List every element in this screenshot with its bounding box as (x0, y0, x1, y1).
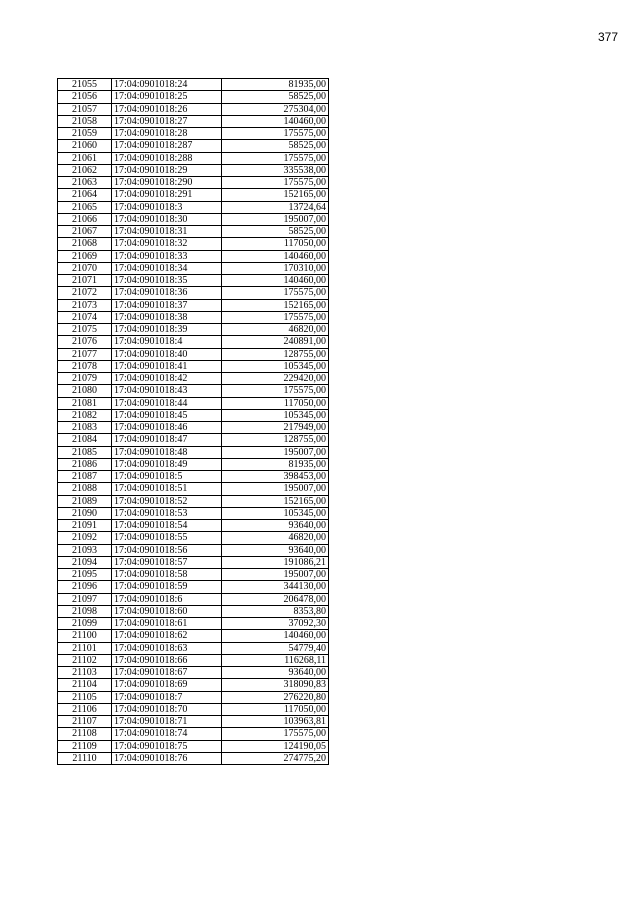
row-number-cell: 21078 (58, 360, 112, 372)
row-number-cell: 21087 (58, 471, 112, 483)
value-cell: 8353,80 (222, 605, 329, 617)
row-number-cell: 21074 (58, 311, 112, 323)
table-row (58, 128, 329, 140)
cadastral-number-cell: 17:04:0901018:58 (112, 569, 222, 581)
table-row (58, 728, 329, 740)
value-cell: 318090,83 (222, 679, 329, 691)
table-row (58, 397, 329, 409)
value-cell: 81935,00 (222, 458, 329, 470)
row-number-cell: 21056 (58, 91, 112, 103)
row-number-cell: 21086 (58, 458, 112, 470)
cadastral-number-cell: 17:04:0901018:74 (112, 728, 222, 740)
row-number-cell: 21100 (58, 630, 112, 642)
row-number-cell: 21093 (58, 544, 112, 556)
value-cell: 191086,21 (222, 556, 329, 568)
value-cell: 175575,00 (222, 128, 329, 140)
cadastral-number-cell: 17:04:0901018:42 (112, 373, 222, 385)
cadastral-number-cell: 17:04:0901018:44 (112, 397, 222, 409)
row-number-cell: 21081 (58, 397, 112, 409)
table-row (58, 275, 329, 287)
cadastral-number-cell: 17:04:0901018:7 (112, 691, 222, 703)
table-row (58, 103, 329, 115)
table-row (58, 213, 329, 225)
value-cell: 195007,00 (222, 483, 329, 495)
row-number-cell: 21071 (58, 275, 112, 287)
cadastral-number-cell: 17:04:0901018:76 (112, 752, 222, 764)
cadastral-number-cell: 17:04:0901018:24 (112, 79, 222, 91)
row-number-cell: 21089 (58, 495, 112, 507)
row-number-cell: 21092 (58, 532, 112, 544)
cadastral-number-cell: 17:04:0901018:56 (112, 544, 222, 556)
table-row (58, 385, 329, 397)
table-row (58, 262, 329, 274)
table-row (58, 532, 329, 544)
table-row (58, 226, 329, 238)
value-cell: 175575,00 (222, 385, 329, 397)
table-row (58, 360, 329, 372)
cadastral-number-cell: 17:04:0901018:37 (112, 299, 222, 311)
value-cell: 117050,00 (222, 238, 329, 250)
value-cell: 195007,00 (222, 569, 329, 581)
row-number-cell: 21062 (58, 164, 112, 176)
row-number-cell: 21095 (58, 569, 112, 581)
cadastral-number-cell: 17:04:0901018:61 (112, 618, 222, 630)
table-row (58, 177, 329, 189)
value-cell: 195007,00 (222, 446, 329, 458)
cadastral-number-cell: 17:04:0901018:49 (112, 458, 222, 470)
cadastral-number-cell: 17:04:0901018:48 (112, 446, 222, 458)
table-row (58, 434, 329, 446)
cadastral-number-cell: 17:04:0901018:63 (112, 642, 222, 654)
table-row (58, 458, 329, 470)
value-cell: 93640,00 (222, 520, 329, 532)
table-row (58, 495, 329, 507)
value-cell: 140460,00 (222, 275, 329, 287)
value-cell: 128755,00 (222, 434, 329, 446)
table-row (58, 201, 329, 213)
value-cell: 37092,30 (222, 618, 329, 630)
cadastral-number-cell: 17:04:0901018:25 (112, 91, 222, 103)
value-cell: 140460,00 (222, 630, 329, 642)
row-number-cell: 21096 (58, 581, 112, 593)
value-cell: 93640,00 (222, 667, 329, 679)
cadastral-number-cell: 17:04:0901018:39 (112, 324, 222, 336)
cadastral-value-table (57, 78, 329, 765)
cadastral-number-cell: 17:04:0901018:69 (112, 679, 222, 691)
row-number-cell: 21091 (58, 520, 112, 532)
table-row (58, 311, 329, 323)
row-number-cell: 21072 (58, 287, 112, 299)
table-row (58, 605, 329, 617)
value-cell: 58525,00 (222, 140, 329, 152)
value-cell: 93640,00 (222, 544, 329, 556)
value-cell: 170310,00 (222, 262, 329, 274)
row-number-cell: 21069 (58, 250, 112, 262)
value-cell: 398453,00 (222, 471, 329, 483)
table-row (58, 642, 329, 654)
value-cell: 229420,00 (222, 373, 329, 385)
cadastral-number-cell: 17:04:0901018:287 (112, 140, 222, 152)
row-number-cell: 21055 (58, 79, 112, 91)
value-cell: 124190,05 (222, 740, 329, 752)
value-cell: 103963,81 (222, 716, 329, 728)
row-number-cell: 21098 (58, 605, 112, 617)
cadastral-number-cell: 17:04:0901018:67 (112, 667, 222, 679)
table-row (58, 373, 329, 385)
value-cell: 54779,40 (222, 642, 329, 654)
value-cell: 335538,00 (222, 164, 329, 176)
value-cell: 81935,00 (222, 79, 329, 91)
table-row (58, 446, 329, 458)
row-number-cell: 21107 (58, 716, 112, 728)
cadastral-number-cell: 17:04:0901018:55 (112, 532, 222, 544)
value-cell: 13724,64 (222, 201, 329, 213)
table-row (58, 520, 329, 532)
value-cell: 140460,00 (222, 115, 329, 127)
value-cell: 175575,00 (222, 728, 329, 740)
row-number-cell: 21064 (58, 189, 112, 201)
cadastral-number-cell: 17:04:0901018:62 (112, 630, 222, 642)
table-row (58, 630, 329, 642)
row-number-cell: 21101 (58, 642, 112, 654)
cadastral-number-cell: 17:04:0901018:53 (112, 507, 222, 519)
cadastral-number-cell: 17:04:0901018:5 (112, 471, 222, 483)
value-cell: 240891,00 (222, 336, 329, 348)
table-row (58, 581, 329, 593)
table-row (58, 324, 329, 336)
row-number-cell: 21059 (58, 128, 112, 140)
table-row (58, 654, 329, 666)
cadastral-number-cell: 17:04:0901018:45 (112, 409, 222, 421)
row-number-cell: 21068 (58, 238, 112, 250)
value-cell: 46820,00 (222, 324, 329, 336)
table-row (58, 556, 329, 568)
row-number-cell: 21097 (58, 593, 112, 605)
value-cell: 152165,00 (222, 299, 329, 311)
value-cell: 105345,00 (222, 360, 329, 372)
row-number-cell: 21102 (58, 654, 112, 666)
row-number-cell: 21105 (58, 691, 112, 703)
cadastral-number-cell: 17:04:0901018:43 (112, 385, 222, 397)
value-cell: 58525,00 (222, 226, 329, 238)
row-number-cell: 21088 (58, 483, 112, 495)
table-row (58, 250, 329, 262)
row-number-cell: 21061 (58, 152, 112, 164)
table-row (58, 593, 329, 605)
value-cell: 152165,00 (222, 495, 329, 507)
table-row (58, 740, 329, 752)
cadastral-number-cell: 17:04:0901018:26 (112, 103, 222, 115)
table-row (58, 409, 329, 421)
row-number-cell: 21076 (58, 336, 112, 348)
cadastral-number-cell: 17:04:0901018:288 (112, 152, 222, 164)
row-number-cell: 21094 (58, 556, 112, 568)
table-row (58, 79, 329, 91)
row-number-cell: 21077 (58, 348, 112, 360)
table-row (58, 471, 329, 483)
row-number-cell: 21073 (58, 299, 112, 311)
table-row (58, 336, 329, 348)
row-number-cell: 21070 (58, 262, 112, 274)
table-row (58, 667, 329, 679)
value-cell: 206478,00 (222, 593, 329, 605)
cadastral-number-cell: 17:04:0901018:30 (112, 213, 222, 225)
cadastral-number-cell: 17:04:0901018:29 (112, 164, 222, 176)
value-cell: 128755,00 (222, 348, 329, 360)
table-row (58, 691, 329, 703)
cadastral-number-cell: 17:04:0901018:3 (112, 201, 222, 213)
value-cell: 152165,00 (222, 189, 329, 201)
table-row (58, 164, 329, 176)
table-row (58, 189, 329, 201)
cadastral-number-cell: 17:04:0901018:40 (112, 348, 222, 360)
value-cell: 344130,00 (222, 581, 329, 593)
row-number-cell: 21090 (58, 507, 112, 519)
row-number-cell: 21079 (58, 373, 112, 385)
cadastral-number-cell: 17:04:0901018:47 (112, 434, 222, 446)
value-cell: 58525,00 (222, 91, 329, 103)
cadastral-number-cell: 17:04:0901018:41 (112, 360, 222, 372)
table-row (58, 422, 329, 434)
table-row (58, 348, 329, 360)
cadastral-number-cell: 17:04:0901018:51 (112, 483, 222, 495)
table-row (58, 716, 329, 728)
cadastral-number-cell: 17:04:0901018:75 (112, 740, 222, 752)
row-number-cell: 21084 (58, 434, 112, 446)
cadastral-number-cell: 17:04:0901018:6 (112, 593, 222, 605)
table-row (58, 91, 329, 103)
row-number-cell: 21104 (58, 679, 112, 691)
table-row (58, 507, 329, 519)
value-cell: 175575,00 (222, 177, 329, 189)
value-cell: 217949,00 (222, 422, 329, 434)
value-cell: 117050,00 (222, 397, 329, 409)
value-cell: 175575,00 (222, 311, 329, 323)
table-row (58, 152, 329, 164)
value-cell: 105345,00 (222, 507, 329, 519)
value-cell: 195007,00 (222, 213, 329, 225)
table-row (58, 679, 329, 691)
cadastral-number-cell: 17:04:0901018:31 (112, 226, 222, 238)
cadastral-number-cell: 17:04:0901018:57 (112, 556, 222, 568)
row-number-cell: 21082 (58, 409, 112, 421)
row-number-cell: 21058 (58, 115, 112, 127)
value-cell: 117050,00 (222, 703, 329, 715)
value-cell: 274775,20 (222, 752, 329, 764)
row-number-cell: 21109 (58, 740, 112, 752)
cadastral-number-cell: 17:04:0901018:71 (112, 716, 222, 728)
cadastral-number-cell: 17:04:0901018:4 (112, 336, 222, 348)
row-number-cell: 21067 (58, 226, 112, 238)
cadastral-number-cell: 17:04:0901018:27 (112, 115, 222, 127)
value-cell: 275304,00 (222, 103, 329, 115)
row-number-cell: 21065 (58, 201, 112, 213)
value-cell: 276220,80 (222, 691, 329, 703)
cadastral-number-cell: 17:04:0901018:28 (112, 128, 222, 140)
value-cell: 175575,00 (222, 287, 329, 299)
row-number-cell: 21110 (58, 752, 112, 764)
cadastral-number-cell: 17:04:0901018:54 (112, 520, 222, 532)
row-number-cell: 21075 (58, 324, 112, 336)
cadastral-number-cell: 17:04:0901018:290 (112, 177, 222, 189)
value-cell: 105345,00 (222, 409, 329, 421)
table-row (58, 618, 329, 630)
row-number-cell: 21060 (58, 140, 112, 152)
table-row (58, 140, 329, 152)
cadastral-number-cell: 17:04:0901018:36 (112, 287, 222, 299)
value-cell: 116268,11 (222, 654, 329, 666)
table-body (58, 79, 329, 765)
page-number: 377 (597, 30, 618, 44)
cadastral-number-cell: 17:04:0901018:52 (112, 495, 222, 507)
cadastral-number-cell: 17:04:0901018:35 (112, 275, 222, 287)
row-number-cell: 21085 (58, 446, 112, 458)
table-row (58, 483, 329, 495)
row-number-cell: 21106 (58, 703, 112, 715)
cadastral-number-cell: 17:04:0901018:59 (112, 581, 222, 593)
table-row (58, 238, 329, 250)
row-number-cell: 21057 (58, 103, 112, 115)
row-number-cell: 21063 (58, 177, 112, 189)
row-number-cell: 21108 (58, 728, 112, 740)
row-number-cell: 21066 (58, 213, 112, 225)
cadastral-number-cell: 17:04:0901018:60 (112, 605, 222, 617)
cadastral-number-cell: 17:04:0901018:32 (112, 238, 222, 250)
table-row (58, 299, 329, 311)
table-row (58, 115, 329, 127)
row-number-cell: 21080 (58, 385, 112, 397)
cadastral-number-cell: 17:04:0901018:70 (112, 703, 222, 715)
cadastral-number-cell: 17:04:0901018:46 (112, 422, 222, 434)
cadastral-number-cell: 17:04:0901018:33 (112, 250, 222, 262)
cadastral-number-cell: 17:04:0901018:66 (112, 654, 222, 666)
table-row (58, 544, 329, 556)
value-cell: 140460,00 (222, 250, 329, 262)
table-row (58, 287, 329, 299)
cadastral-number-cell: 17:04:0901018:38 (112, 311, 222, 323)
row-number-cell: 21083 (58, 422, 112, 434)
cadastral-number-cell: 17:04:0901018:291 (112, 189, 222, 201)
table-row (58, 752, 329, 764)
value-cell: 175575,00 (222, 152, 329, 164)
row-number-cell: 21099 (58, 618, 112, 630)
table-row (58, 569, 329, 581)
row-number-cell: 21103 (58, 667, 112, 679)
table-row (58, 703, 329, 715)
cadastral-number-cell: 17:04:0901018:34 (112, 262, 222, 274)
value-cell: 46820,00 (222, 532, 329, 544)
